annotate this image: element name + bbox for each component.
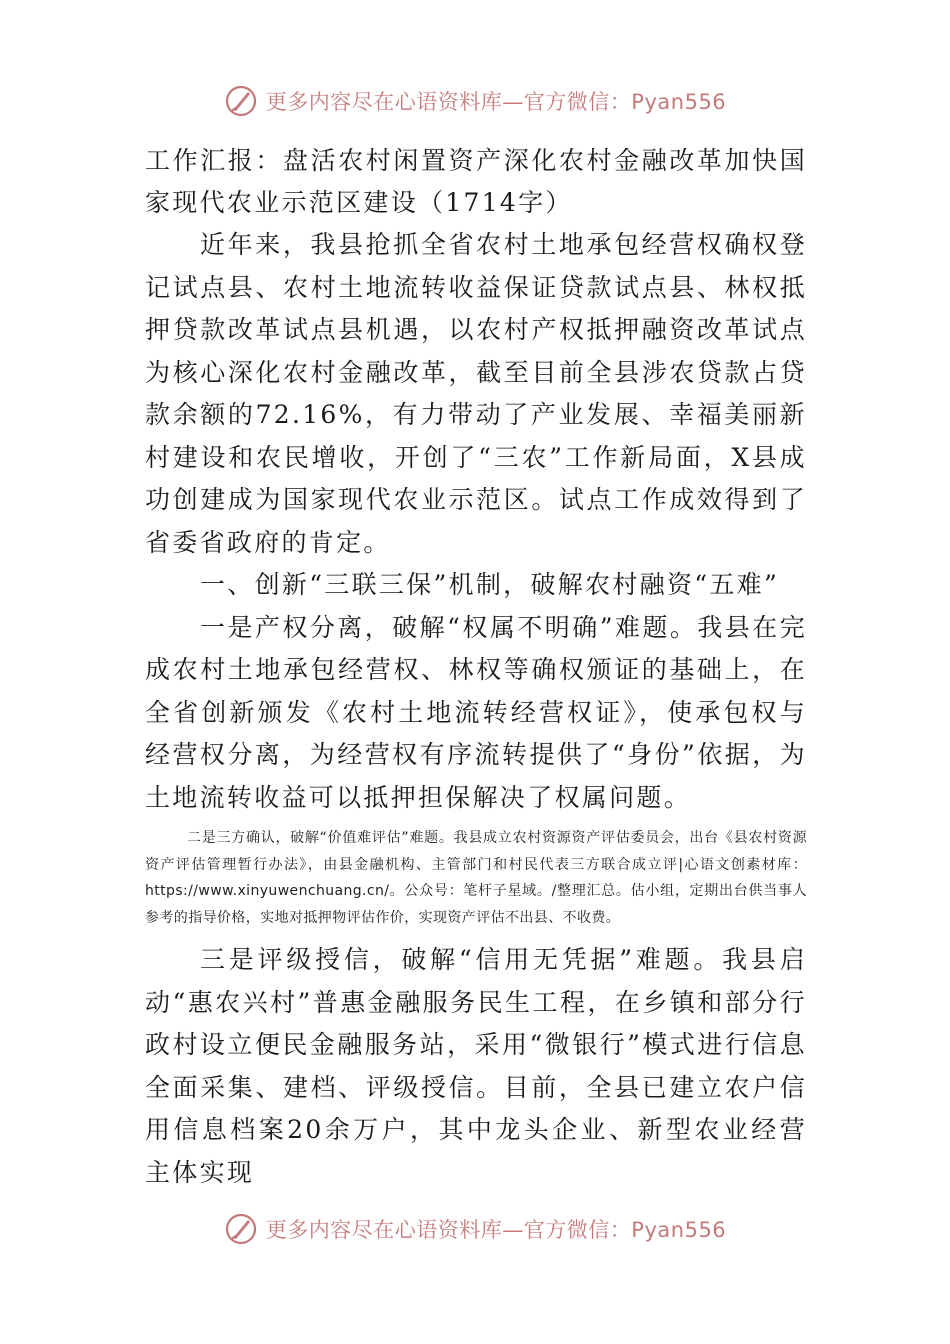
watermark-header <box>0 84 950 118</box>
paragraph-credit-rating: 三是评级授信，破解“信用无凭据”难题。我县启动“惠农兴村”普惠金融服务民生工程，在乡镇和部分行政村设立便民金融服务站，采用“微银行”模式进行信息全面采集、建档、评级授信。目前，全县已建立农户信用信息档案20余万户，其中龙头企业、新型农业经营主体实现 <box>145 945 807 1187</box>
document-body <box>145 140 807 1194</box>
watermark-text: 更多内容尽在心语资料库—官方微信：Pyan556 <box>265 90 727 114</box>
quill-logo-icon <box>224 84 258 118</box>
quill-logo-icon <box>224 1212 258 1246</box>
watermark-footer <box>0 1212 950 1246</box>
paragraph-property-rights: 一是产权分离，破解“权属不明确”难题。我县在完成农村土地承包经营权、林权等确权颁证的基础上，在全省创新颁发《农村土地流转经营权证》，使承包权与经营权分离，为经营权有序流转提供了“身份”依据，为土地流转收益可以抵押担保解决了权属问题。 <box>145 612 807 812</box>
document-title: 工作汇报：盘活农村闲置资产深化农村金融改革加快国家现代农业示范区建设（1714字） <box>145 146 807 217</box>
paragraph-valuation: 二是三方确认，破解“价值难评估”难题。我县成立农村资源资产评估委员会，出台《县农村资源资产评估管理暂行办法》，由县金融机构、主管部门和村民代表三方联合成立评|心语文创素材库：https://www.xinyuwenchuang.cn/。公众号：笔杆子星域。/整理汇总。估小组，定期出台供当事人参考的指导价格，实地对抵押物评估作价，实现资产评估不出县、不收费。 <box>145 830 807 926</box>
section-heading: 一、创新“三联三保”机制，破解农村融资“五难” <box>200 570 780 599</box>
watermark-text: 更多内容尽在心语资料库—官方微信：Pyan556 <box>265 1218 727 1242</box>
paragraph-intro: 近年来，我县抢抓全省农村土地承包经营权确权登记试点县、农村土地流转收益保证贷款试点县、林权抵押贷款改革试点县机遇，以农村产权抵押融资改革试点为核心深化农村金融改革，截至目前全县涉农贷款占贷款余额的72.16%，有力带动了产业发展、幸福美丽新村建设和农民增收，开创了“三农”工作新局面，X县成功创建成为国家现代农业示范区。试点工作成效得到了省委省政府的肯定。 <box>145 230 807 557</box>
